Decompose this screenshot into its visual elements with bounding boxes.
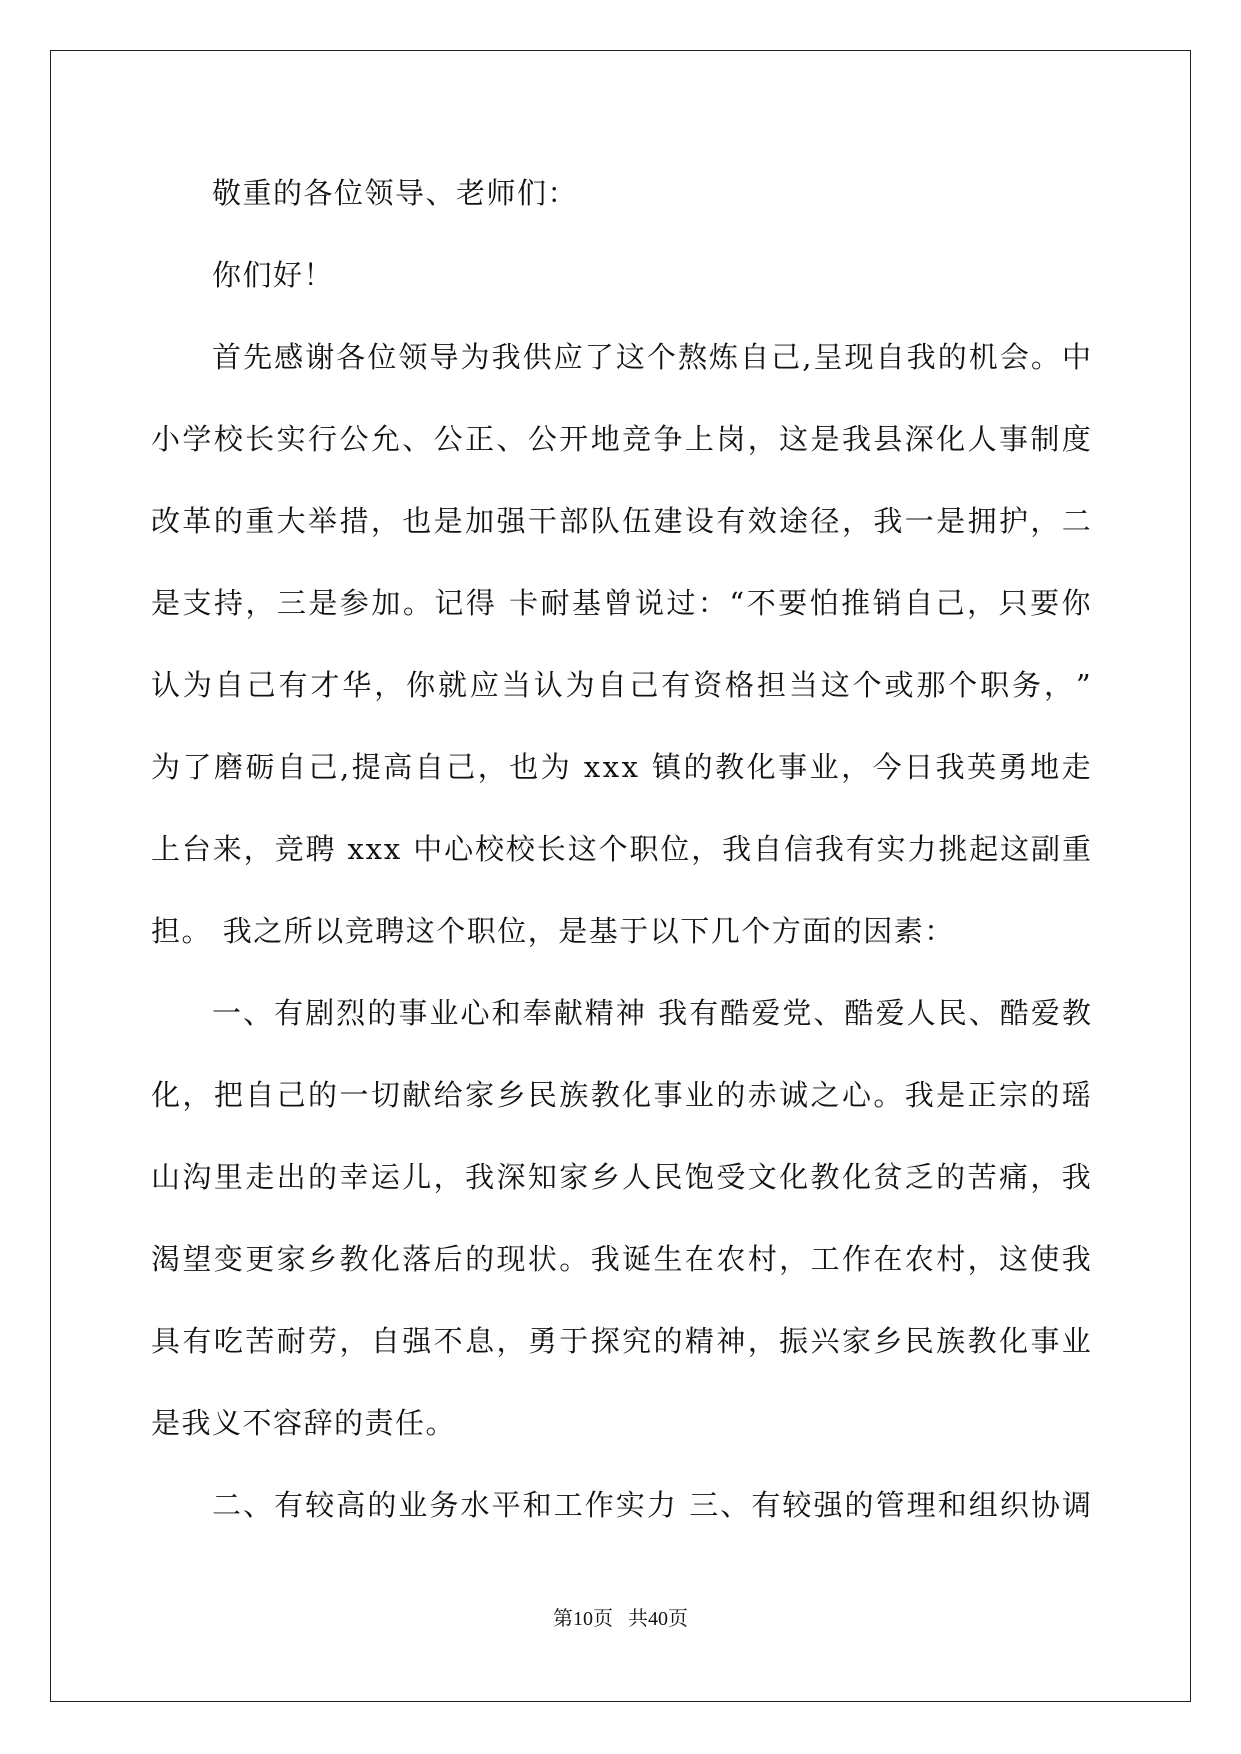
text-line: 一 、 有 剧 烈 的 事 业 心 和 奉 献 精 神 我 有 酷 爱 党 、 酷 爱 人 民 、 酷 爱 教 — [212, 996, 1091, 1030]
text-line: 上 台 来 ， 竞 聘 x x x 中 心 校 校 长 这 个 职 位 ， 我 自 信 我 有 实 力 挑 起 这 副 重 — [151, 832, 1091, 866]
text-line: 改 革 的 重 大 举 措 ， 也 是 加 强 干 部 队 伍 建 设 有 效 途 径 ， 我 一 是 拥 护 ， 二 — [151, 504, 1091, 538]
text-line: 担。 我之所以竞聘这个职位，是基于以下几个方面的因素： — [151, 914, 955, 948]
text-line: 为 了 磨 砺 自 己 , 提 高 自 己 ， 也 为 x x x 镇 的 教 化 事 业 ， 今 日 我 英 勇 地 走 — [151, 750, 1091, 784]
text-line: 小 学 校 长 实 行 公 允 、 公 正 、 公 开 地 竞 争 上 岗 ， 这 是 我 县 深 化 人 事 制 度 — [151, 422, 1091, 456]
text-line: 敬重的各位领导、老师们： — [212, 176, 579, 210]
text-line: 首 先 感 谢 各 位 领 导 为 我 供 应 了 这 个 熬 炼 自 己 , 呈 现 自 我 的 机 会 。 中 — [212, 340, 1091, 374]
text-line: 具 有 吃 苦 耐 劳 ， 自 强 不 息 ， 勇 于 探 究 的 精 神 ， 振 兴 家 乡 民 族 教 化 事 业 — [151, 1324, 1091, 1358]
text-line: 认 为 自 己 有 才 华 ， 你 就 应 当 认 为 自 己 有 资 格 担 当 这 个 或 那 个 职 务 ， ” — [151, 668, 1091, 702]
page-number-label: 第10页 共40页 — [553, 1608, 688, 1630]
document-body — [151, 152, 1091, 1546]
text-line: 二 、 有 较 高 的 业 务 水 平 和 工 作 实 力 三 、 有 较 强 的 管 理 和 组 织 协 调 — [212, 1488, 1091, 1522]
text-line: 山 沟 里 走 出 的 幸 运 儿 ， 我 深 知 家 乡 人 民 饱 受 文 化 教 化 贫 乏 的 苦 痛 ， 我 — [151, 1160, 1091, 1194]
text-line: 是 支 持 ， 三 是 参 加 。 记 得 卡 耐 基 曾 说 过 ： “ 不 要 怕 推 销 自 己 ， 只 要 你 — [151, 586, 1091, 620]
page-footer — [0, 1602, 1241, 1631]
text-line: 渴 望 变 更 家 乡 教 化 落 后 的 现 状 。 我 诞 生 在 农 村 ， 工 作 在 农 村 ， 这 使 我 — [151, 1242, 1091, 1276]
text-line: 化 ， 把 自 己 的 一 切 献 给 家 乡 民 族 教 化 事 业 的 赤 诚 之 心 。 我 是 正 宗 的 瑶 — [151, 1078, 1091, 1112]
text-line: 你们好！ — [212, 258, 335, 292]
text-line: 是我义不容辞的责任。 — [151, 1406, 457, 1440]
